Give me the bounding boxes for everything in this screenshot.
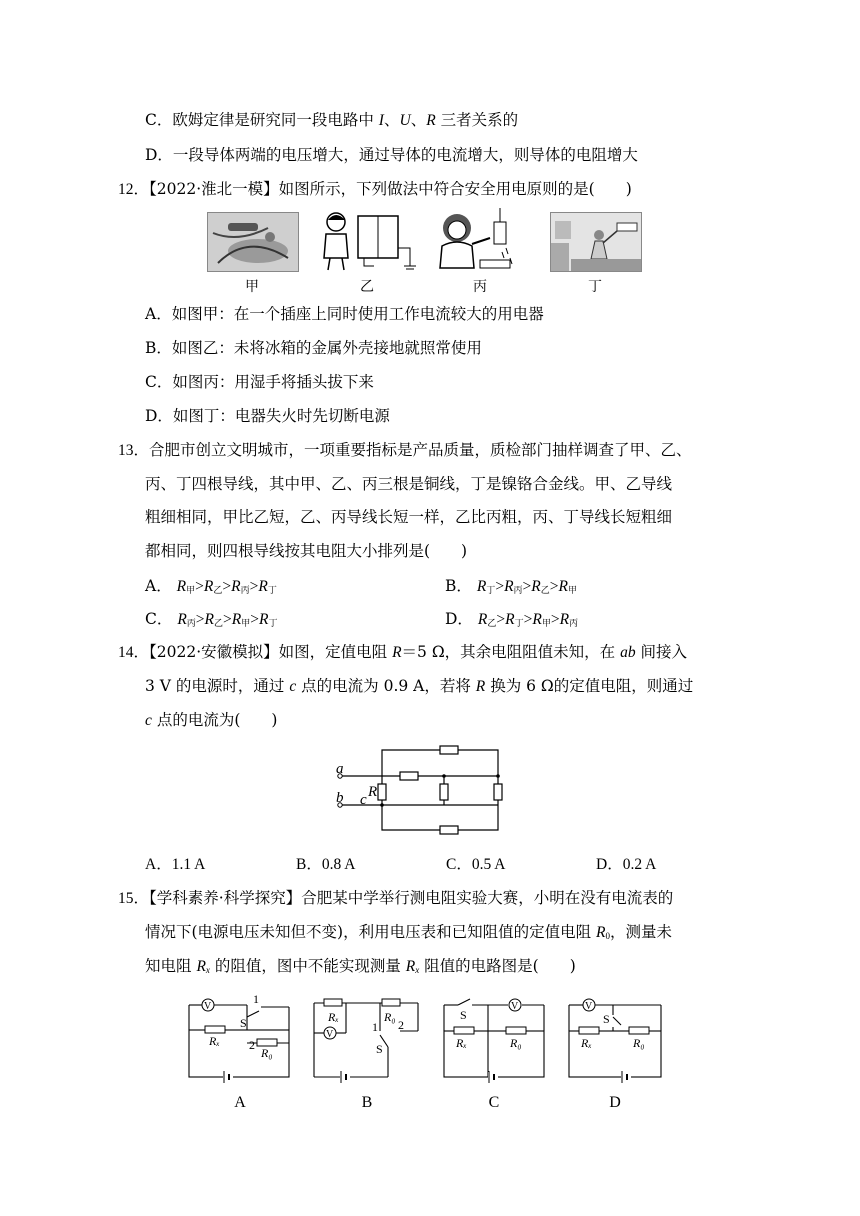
q15-line-3: 知电阻 $R_x$ 的阻值，图中不能实现测量 $R_x$ 阻值的电路图是( ) xyxy=(145,957,576,975)
r0-label: R₀ xyxy=(510,1036,522,1050)
q12-caption-ding: 丁 xyxy=(588,279,602,295)
switch-s-label: S xyxy=(460,1008,467,1022)
q12-image-ding xyxy=(550,212,642,272)
q15-fig-label-c: C xyxy=(488,1094,500,1111)
q15-circuit-d xyxy=(565,995,665,1083)
q13-line-1: 13．合肥市创立文明城市，一项重要指标是产品质量，质检部门抽样调查了甲、乙、 xyxy=(118,441,692,459)
point-c-label: c xyxy=(360,792,367,808)
q11-option-d: D．一段导体两端的电压增大，通过导体的电流增大，则导体的电阻增大 xyxy=(145,146,638,164)
voltmeter-icon: V xyxy=(511,1001,519,1012)
r0-label: R₀ xyxy=(384,1010,396,1024)
q15-line-1: 15．【学科素养·科学探究】合肥某中学举行测电阻实验大赛，小明在没有电流表的 xyxy=(118,889,674,907)
q14-option-d: D．0.2 A xyxy=(596,856,657,873)
q15-circuit-c xyxy=(440,995,548,1083)
fire-switch-illustration xyxy=(551,213,641,271)
voltmeter-icon: V xyxy=(204,1001,212,1012)
q13-option-d: D． $R_乙>R_丁>R_甲>R_丙$ xyxy=(445,610,579,629)
contact-1-label: 1 xyxy=(372,1020,378,1034)
q13-line-3: 粗细相同，甲比乙短，乙、丙导线长短一样，乙比丙粗，丙、丁导线长短粗细 xyxy=(145,508,673,526)
fridge-illustration xyxy=(318,208,418,272)
q13-option-b: B． $R_丁>R_丙>R_乙>R_甲$ xyxy=(445,577,578,596)
rx-label: Rₓ xyxy=(209,1034,220,1048)
q12-option-d: D．如图丁：电器失火时先切断电源 xyxy=(145,407,390,425)
r0-label: R₀ xyxy=(633,1036,645,1050)
switch-s-label: S xyxy=(240,1016,247,1030)
q12-option-c: C．如图丙：用湿手将插头拔下来 xyxy=(145,373,374,391)
q15-fig-label-a: A xyxy=(234,1094,246,1111)
q11-option-c: C．欧姆定律是研究同一段电路中 I、U、R 三者关系的 xyxy=(145,111,519,129)
terminal-a-label: a xyxy=(336,761,344,777)
contact-1-label: 1 xyxy=(253,995,259,1006)
q14-option-b: B．0.8 A xyxy=(296,856,356,873)
voltmeter-icon: V xyxy=(585,1001,593,1012)
q12-caption-bing: 丙 xyxy=(473,279,487,295)
q14-option-c: C．0.5 A xyxy=(446,856,506,873)
wet-hand-plug-illustration xyxy=(432,208,522,272)
resistor-r-label: R xyxy=(368,784,378,800)
rx-label: Rₓ xyxy=(328,1010,339,1024)
q12-caption-jia: 甲 xyxy=(245,279,259,295)
q15-circuit-a xyxy=(185,995,295,1083)
terminal-b-label: b xyxy=(336,790,344,806)
q12-image-jia xyxy=(207,212,299,272)
q14-line-3: c 点的电流为( ) xyxy=(145,711,278,729)
q15-fig-label-b: B xyxy=(361,1094,373,1111)
q12-image-yi xyxy=(318,208,418,272)
q12-option-b: B．如图乙：未将冰箱的金属外壳接地就照常使用 xyxy=(145,339,482,357)
contact-2-label: 2 xyxy=(249,1038,255,1052)
q12-caption-yi: 乙 xyxy=(360,279,374,295)
q14-option-a: A．1.1 A xyxy=(145,856,206,873)
q15-line-2: 情况下(电源电压未知但不变)，利用电压表和已知阻值的定值电阻 $R_0$，测量未 xyxy=(145,923,673,941)
q12-image-bing xyxy=(432,208,522,272)
rx-label: Rₓ xyxy=(456,1036,467,1050)
q13-line-4: 都相同，则四根导线按其电阻大小排列是( ) xyxy=(145,542,468,560)
q13-option-a: A． $R_甲>R_乙>R_丙>R_丁$ xyxy=(145,577,277,596)
rx-label: Rₓ xyxy=(581,1036,592,1050)
voltmeter-icon: V xyxy=(326,1029,334,1040)
q14-line-1: 14．【2022·安徽模拟】如图，定值电阻 R＝5 Ω，其余电阻阻值未知，在 ab 间接入 xyxy=(118,643,688,661)
q15-circuit-b xyxy=(310,995,422,1083)
q13-option-c: C． $R_丙>R_乙>R_甲>R_丁$ xyxy=(145,610,278,629)
plug-strip-illustration xyxy=(208,213,298,271)
q15-fig-label-d: D xyxy=(609,1094,621,1111)
r0-label: R₀ xyxy=(261,1046,273,1060)
q13-line-2: 丙、丁四根导线，其中甲、乙、丙三根是铜线，丁是镍铬合金线。甲、乙导线 xyxy=(145,475,673,493)
q14-circuit-diagram xyxy=(330,742,510,837)
switch-s-label: S xyxy=(603,1012,610,1026)
switch-s-label: S xyxy=(376,1042,383,1056)
q12-option-a: A．如图甲：在一个插座上同时使用工作电流较大的用电器 xyxy=(145,305,544,323)
contact-2-label: 2 xyxy=(398,1018,404,1032)
q14-line-2: 3 V 的电源时，通过 c 点的电流为 0.9 A，若将 R 换为 6 Ω的定值电阻，则通过 xyxy=(145,677,694,695)
q12-stem: 12．【2022·淮北一模】如图所示，下列做法中符合安全用电原则的是( ) xyxy=(118,180,632,198)
